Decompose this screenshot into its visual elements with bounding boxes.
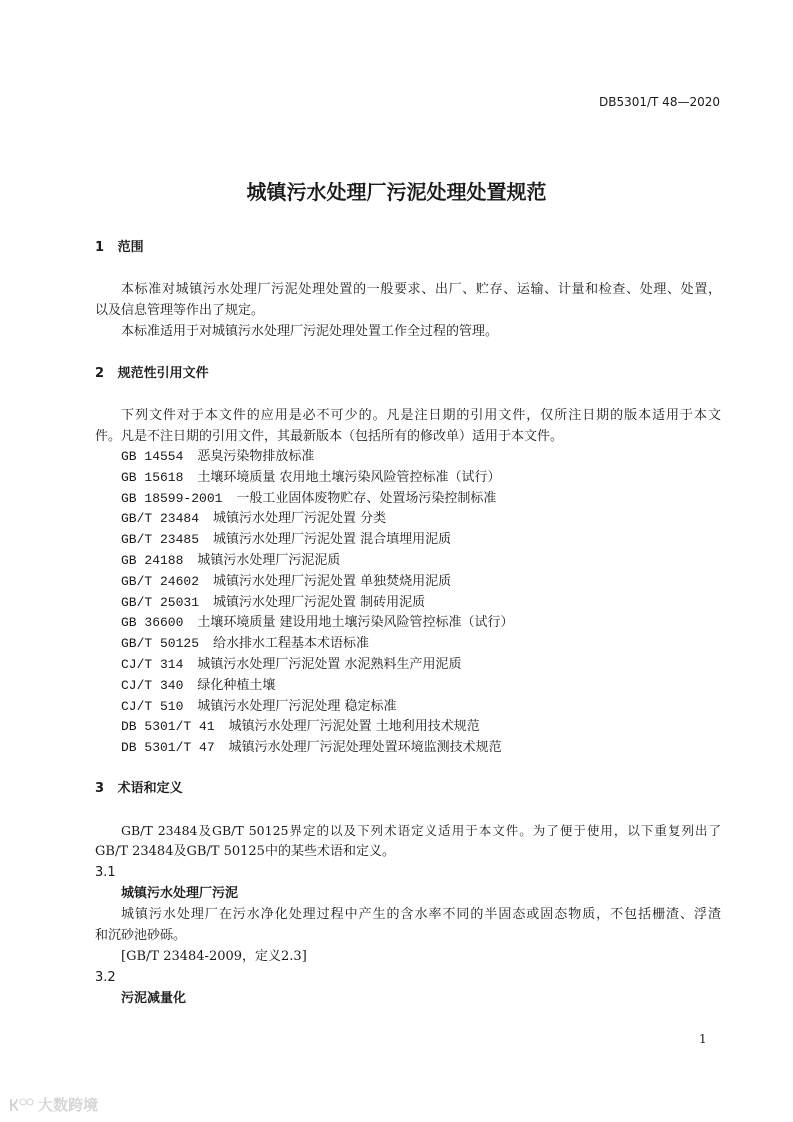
reference-code: GB/T 50125 xyxy=(121,636,200,652)
reference-code: GB/T 23484 xyxy=(121,511,200,527)
document-number: DB5301/T 48—2020 xyxy=(598,95,720,109)
section-title: 范围 xyxy=(117,240,144,255)
reference-code: GB 18599-2001 xyxy=(121,490,223,506)
reference-item xyxy=(121,636,369,652)
reference-item xyxy=(121,491,496,507)
paragraph-line: GB/T 23484及GB/T 50125中的某些术语和定义。 xyxy=(95,844,395,859)
reference-item xyxy=(121,511,386,527)
reference-code: GB 36600 xyxy=(121,615,184,631)
paragraph-line: 下列文件对于本文件的应用是必不可少的。凡是注日期的引用文件，仅所注日期的版本适用于本文 xyxy=(121,408,721,423)
reference-title: 给水排水工程基本术语标准 xyxy=(213,636,370,652)
reference-code: DB 5301/T 41 xyxy=(121,719,215,735)
section-title: 术语和定义 xyxy=(117,781,183,796)
reference-item xyxy=(121,553,340,569)
section-1-heading xyxy=(95,240,144,256)
reference-code: GB 14554 xyxy=(121,449,184,464)
reference-code: CJ/T 340 xyxy=(121,677,184,693)
section-3-heading xyxy=(95,781,183,797)
reference-item xyxy=(121,740,502,756)
reference-code: GB/T 25031 xyxy=(121,594,200,610)
term-title: 污泥减量化 xyxy=(121,991,187,1006)
paragraph: 本标准适用于对城镇污水处理厂污泥处理处置工作全过程的管理。 xyxy=(121,324,499,339)
reference-item xyxy=(121,657,462,673)
reference-item xyxy=(121,470,501,486)
paragraph-line: 本标准对城镇污水处理厂污泥处理处置的一般要求、出厂、贮存、运输、计量和检查、处理、处置， xyxy=(121,282,721,297)
reference-item xyxy=(121,532,451,548)
page-number: 1 xyxy=(699,1032,707,1046)
reference-code: GB/T 23485 xyxy=(121,532,200,548)
reference-title: 土壤环境质量 建设用地土壤污染风险管控标准（试行） xyxy=(197,615,514,631)
reference-title: 城镇污水处理厂污泥处置 混合填埋用泥质 xyxy=(213,532,452,548)
term-title: 城镇污水处理厂污泥 xyxy=(121,886,239,901)
section-number: 2 xyxy=(95,366,105,381)
reference-item xyxy=(121,595,425,611)
reference-item xyxy=(121,719,480,735)
reference-item xyxy=(121,678,275,694)
term-definition-line: 城镇污水处理厂在污水净化处理过程中产生的含水率不同的半固态或固态物质，不包括栅渣、浮渣 xyxy=(121,907,721,922)
reference-title: 城镇污水处理厂污泥处置 制砖用泥质 xyxy=(213,594,426,610)
reference-title: 恶臭污染物排放标准 xyxy=(197,449,315,464)
reference-item xyxy=(121,449,314,465)
reference-title: 绿化种植土壤 xyxy=(197,677,276,693)
watermark-text: 大数跨境 xyxy=(38,1096,99,1114)
section-number: 1 xyxy=(95,240,105,255)
paragraph-line: 件。凡是不注日期的引用文件，其最新版本（包括所有的修改单）适用于本文件。 xyxy=(95,429,564,444)
reference-title: 城镇污水处理厂污泥泥质 xyxy=(197,553,341,568)
watermark-logo-icon xyxy=(8,1097,34,1113)
document-title: 城镇污水处理厂污泥处理处置规范 xyxy=(246,180,547,204)
section-title: 规范性引用文件 xyxy=(117,366,209,381)
reference-code: GB 15618 xyxy=(121,469,184,485)
term-number: 3.1 xyxy=(95,865,116,880)
watermark xyxy=(8,1094,98,1115)
reference-code: CJ/T 314 xyxy=(121,657,184,672)
reference-item xyxy=(121,615,514,631)
reference-title: 土壤环境质量 农用地土壤污染风险管控标准（试行） xyxy=(197,469,501,485)
reference-title: 城镇污水处理厂污泥处置 水泥熟料生产用泥质 xyxy=(197,657,462,672)
reference-code: GB/T 24602 xyxy=(121,573,200,589)
reference-title: 城镇污水处理厂污泥处理处置环境监测技术规范 xyxy=(228,740,502,756)
reference-code: DB 5301/T 47 xyxy=(121,740,215,756)
section-2-heading xyxy=(95,366,209,382)
reference-title: 一般工业固体废物贮存、处置场污染控制标准 xyxy=(236,490,497,506)
paragraph-line: 以及信息管理等作出了规定。 xyxy=(95,303,265,318)
reference-code: CJ/T 510 xyxy=(121,698,184,714)
term-number: 3.2 xyxy=(95,970,116,985)
reference-title: 城镇污水处理厂污泥处理 稳定标准 xyxy=(197,698,397,714)
section-number: 3 xyxy=(95,781,105,796)
reference-item xyxy=(121,574,451,590)
reference-code: GB 24188 xyxy=(121,553,184,568)
reference-title: 城镇污水处理厂污泥处置 土地利用技术规范 xyxy=(228,719,480,735)
term-definition-line: 和沉砂池砂砾。 xyxy=(95,928,187,943)
reference-item xyxy=(121,699,397,715)
paragraph-line: GB/T 23484及GB/T 50125界定的以及下列术语定义适用于本文件。为了便于使用，以下重复列出了 xyxy=(121,823,721,838)
reference-title: 城镇污水处理厂污泥处置 分类 xyxy=(213,511,387,527)
reference-title: 城镇污水处理厂污泥处置 单独焚烧用泥质 xyxy=(213,573,452,589)
term-source: [GB/T 23484-2009，定义2.3] xyxy=(121,949,307,964)
